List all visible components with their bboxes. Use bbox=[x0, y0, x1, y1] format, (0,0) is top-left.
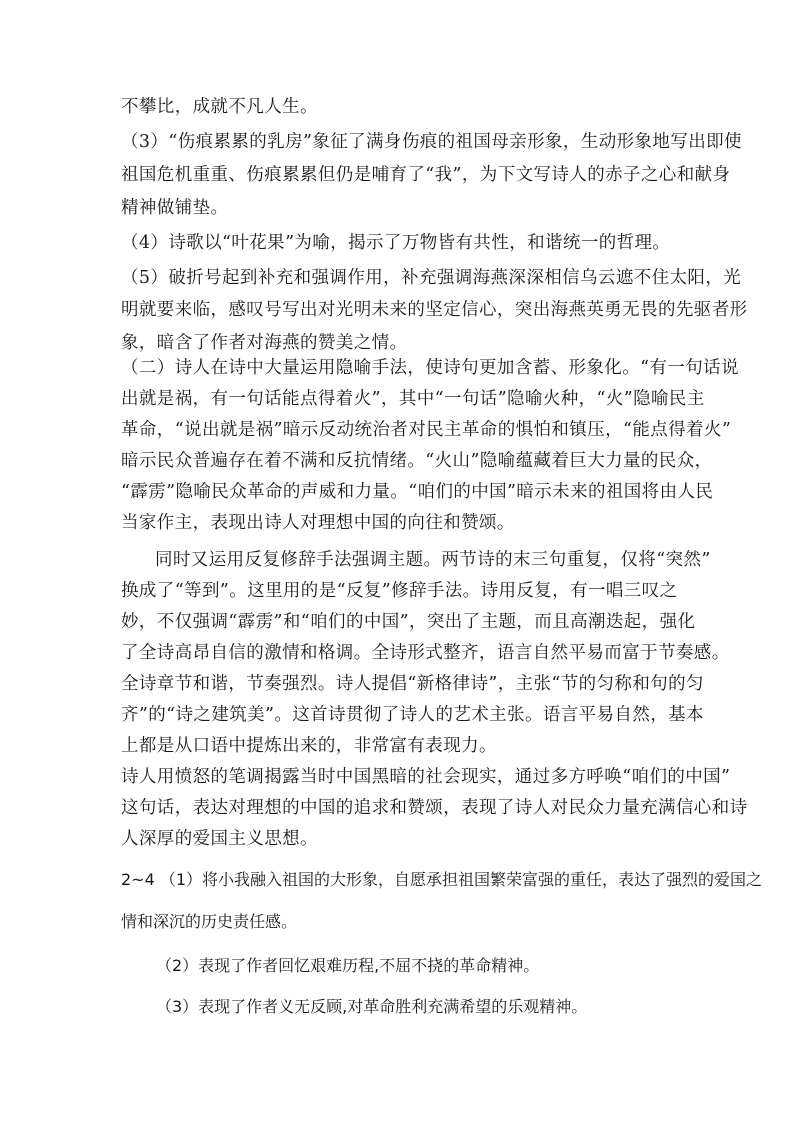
text-line: 象，暗含了作者对海燕的赞美之情。 bbox=[121, 333, 408, 353]
text-line: （3）“伤痕累累的乳房”象征了满身伤痕的祖国母亲形象，生动形象地写出即使 bbox=[121, 132, 742, 152]
text-line: 出就是祸，有一句话能点得着火”，其中“一句话”隐喻火种，“火”隐喻民主 bbox=[121, 389, 705, 409]
text-line: 不攀比，成就不凡人生。 bbox=[121, 97, 318, 117]
text-line: 同时又运用反复修辞手法强调主题。两节诗的末三句重复，仅将“突然” bbox=[155, 550, 711, 570]
text-line: 2~4 （1）将小我融入祖国的大形象，自愿承担祖国繁荣富强的重任，表达了强烈的爱国之 bbox=[121, 870, 763, 889]
text-line: （二）诗人在诗中大量运用隐喻手法，使诗句更加含蓄、形象化。“有一句话说 bbox=[121, 358, 739, 378]
text-line: 人深厚的爱国主义思想。 bbox=[121, 829, 318, 849]
text-line: （3）表现了作者义无反顾,对革命胜利充满希望的乐观精神。 bbox=[156, 997, 588, 1016]
text-line: 明就要来临，感叹号写出对光明未来的坚定信心，突出海燕英勇无畏的先驱者形 bbox=[121, 300, 748, 320]
text-line: 祖国危机重重、伤痕累累但仍是哺育了“我”，为下文写诗人的赤子之心和献身 bbox=[121, 165, 731, 185]
text-line: 这句话，表达对理想的中国的追求和赞颂，表现了诗人对民众力量充满信心和诗 bbox=[121, 798, 748, 818]
text-line: 情和深沉的历史责任感。 bbox=[121, 912, 298, 931]
text-line: “霹雳”隐喻民众革命的声威和力量。“咱们的中国”暗示未来的祖国将由人民 bbox=[121, 482, 714, 502]
text-line: （4）诗歌以“叶花果”为喻，揭示了万物皆有共性，和谐统一的哲理。 bbox=[121, 233, 671, 253]
text-line: 齐”的“诗之建筑美”。这首诗贯彻了诗人的艺术主张。语言平易自然，基本 bbox=[121, 705, 704, 725]
text-line: 上都是从口语中提炼出来的，非常富有表现力。 bbox=[121, 736, 497, 756]
text-line: 诗人用愤怒的笔调揭露当时中国黑暗的社会现实，通过多方呼唤“咱们的中国” bbox=[121, 767, 731, 787]
text-line: 妙，不仅强调“霹雳”和“咱们的中国”，突出了主题，而且高潮迭起，强化 bbox=[121, 612, 696, 632]
text-line: 换成了“等到”。这里用的是“反复”修辞手法。诗用反复，有一唱三叹之 bbox=[121, 581, 678, 601]
text-line: 全诗章节和谐，节奏强烈。诗人提倡“新格律诗”，主张“节的匀称和句的匀 bbox=[121, 674, 704, 694]
text-line: 当家作主，表现出诗人对理想中国的向往和赞颂。 bbox=[121, 513, 515, 533]
text-line: 了全诗高昂自信的激情和格调。全诗形式整齐，语言自然平易而富于节奏感。 bbox=[121, 643, 730, 663]
text-line: 暗示民众普遍存在着不满和反抗情绪。“火山”隐喻蕴藏着巨大力量的民众， bbox=[121, 451, 713, 471]
text-line: （5）破折号起到补充和强调作用，补充强调海燕深深相信乌云遮不住太阳，光 bbox=[121, 268, 742, 288]
text-line: （2）表现了作者回忆艰难历程,不屈不挠的革命精神。 bbox=[156, 956, 540, 975]
text-line: 精神做铺垫。 bbox=[121, 198, 229, 218]
text-line: 革命，“说出就是祸”暗示反动统治者对民主革命的惧怕和镇压，“能点得着火” bbox=[121, 420, 732, 440]
